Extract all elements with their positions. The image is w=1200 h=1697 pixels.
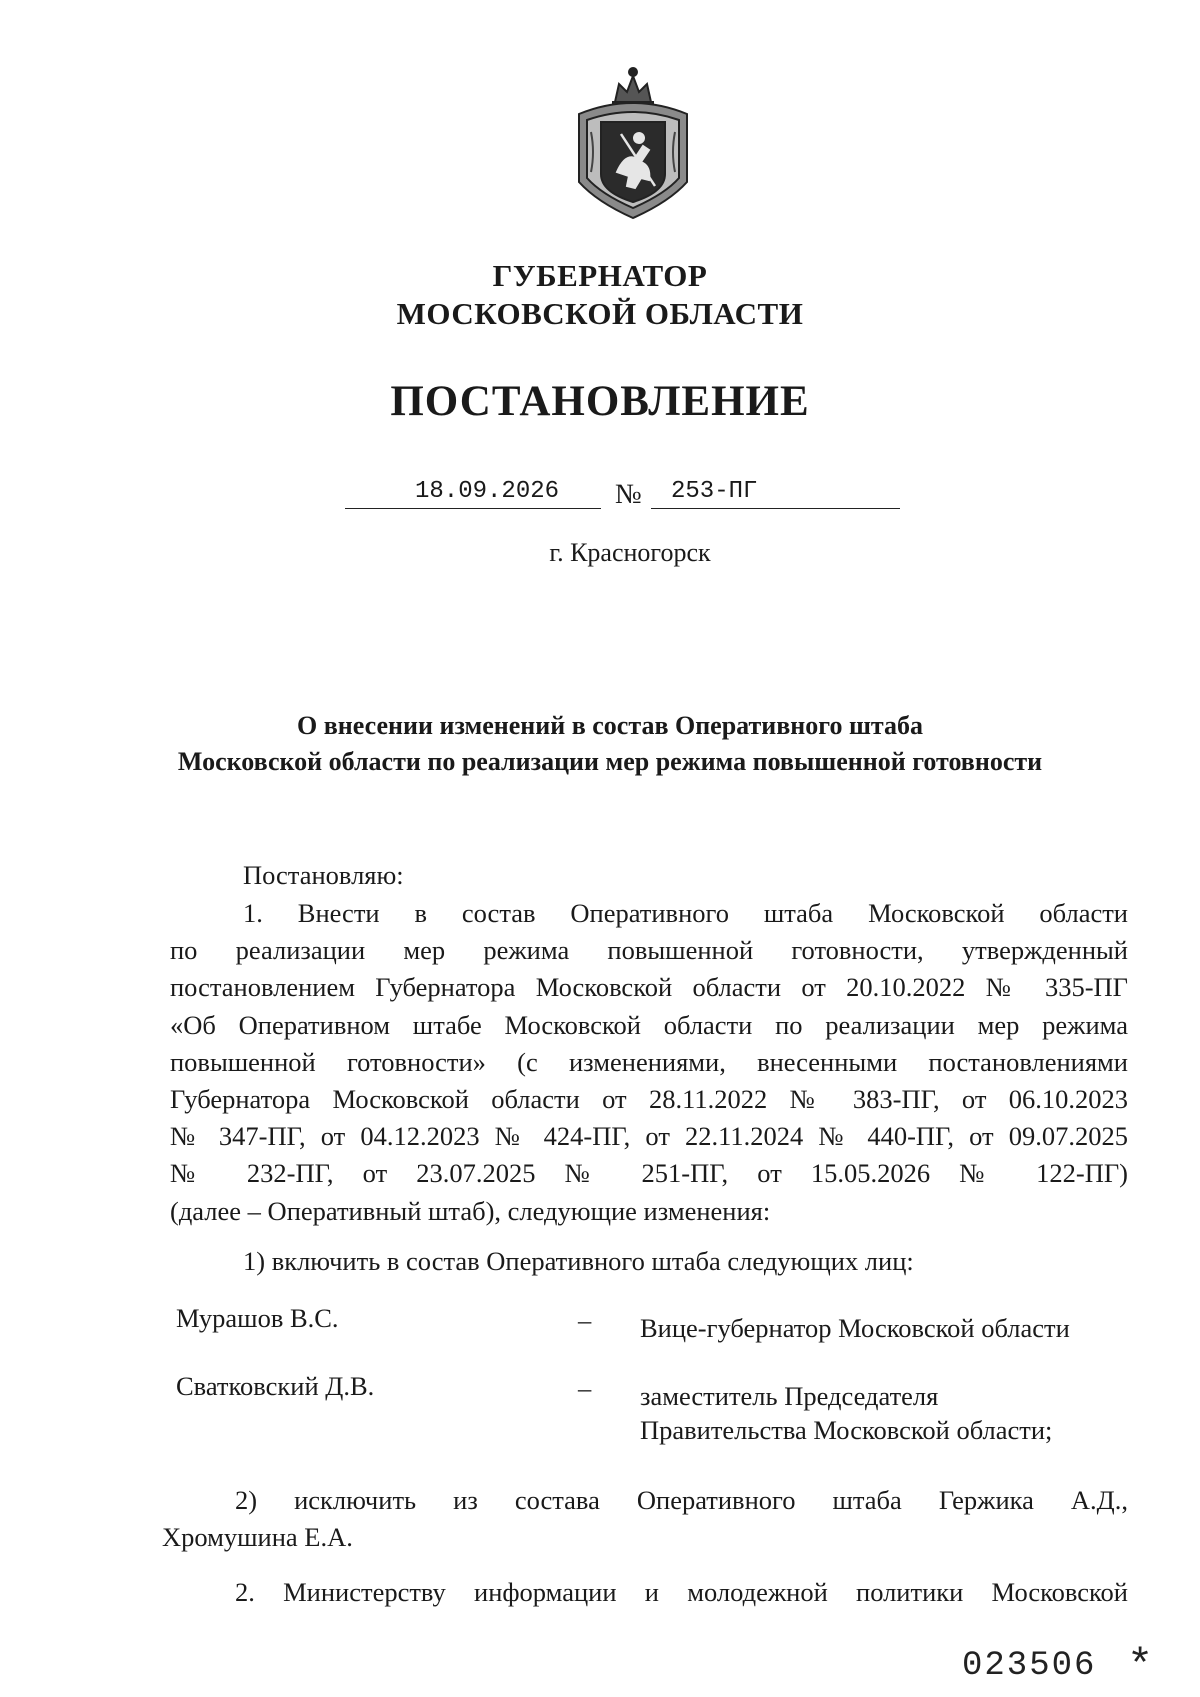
paragraph-1-line: постановлением Губернатора Московской области от 20.10.2022 № 335-ПГ [170,972,1128,1003]
member-dash: – [578,1373,592,1403]
paragraph-2-line-1: 2. Министерству информации и молодежной политики Московской [235,1577,1128,1607]
paragraph-1-line-last: (далее – Оперативный штаб), следующие изменения: [170,1195,771,1226]
authority-line-1: ГУБЕРНАТОР [492,258,708,293]
document-number: 253-ПГ [671,478,758,505]
subitem-1: 1) включить в состав Оперативного штаба следующих лиц: [243,1246,914,1276]
member-name: Сватковский Д.В. [176,1371,375,1401]
city-of-issue: г. Красногорск [549,538,711,567]
member-name: Мурашов В.С. [176,1303,339,1333]
subitem-2-line-1: 2) исключить из состава Оперативного штаба Гержика А.Д., [235,1485,1128,1515]
document-type-heading: ПОСТАНОВЛЕНИЕ [390,378,810,425]
member-position: Вице-губернатор Московской области [640,1313,1070,1343]
paragraph-1-line: № 232-ПГ, от 23.07.2025 № 251-ПГ, от 15.05.2026 № 122-ПГ) [170,1158,1128,1189]
document-date: 18.09.2026 [415,478,560,505]
member-position: Правительства Московской области; [640,1415,1053,1445]
document-title-line-2: Московской области по реализации мер режима повышенной готовности [177,747,1043,776]
serial-digits: 023506 [962,1647,1097,1685]
asterisk-mark: * [1126,1642,1156,1692]
form-serial-number [962,1642,1156,1692]
paragraph-1-line: «Об Оперативном штабе Московской области по реализации мер режима [170,1009,1128,1040]
date-underline [345,508,601,509]
number-sign: № [615,479,642,510]
paragraph-1-line: 1. Внести в состав Оперативного штаба Московской области [243,898,1128,928]
subitem-2-line-2: Хромушина Е.А. [162,1522,353,1552]
paragraph-1-line: № 347-ПГ, от 04.12.2023 № 424-ПГ, от 22.11.2024 № 440-ПГ, от 09.07.2025 [170,1121,1128,1152]
paragraph-1-line: Губернатора Московской области от 28.11.2022 № 383-ПГ, от 06.10.2023 [170,1083,1128,1114]
member-dash: – [578,1305,592,1335]
paragraph-1 [170,895,1128,1230]
member-position: заместитель Председателя [640,1381,939,1411]
resolution-intro: Постановляю: [243,860,404,890]
document-title-line-1: О внесении изменений в состав Оперативного штаба [297,711,923,740]
moscow-oblast-emblem-icon [569,62,697,220]
authority-line-2: МОСКОВСКОЙ ОБЛАСТИ [396,296,804,331]
paragraph-1-line: повышенной готовности» (с изменениями, внесенными постановлениями [170,1046,1128,1077]
paragraph-1-line: по реализации мер режима повышенной готовности, утвержденный [170,935,1128,966]
registration-line [345,474,900,514]
number-underline [651,508,900,509]
